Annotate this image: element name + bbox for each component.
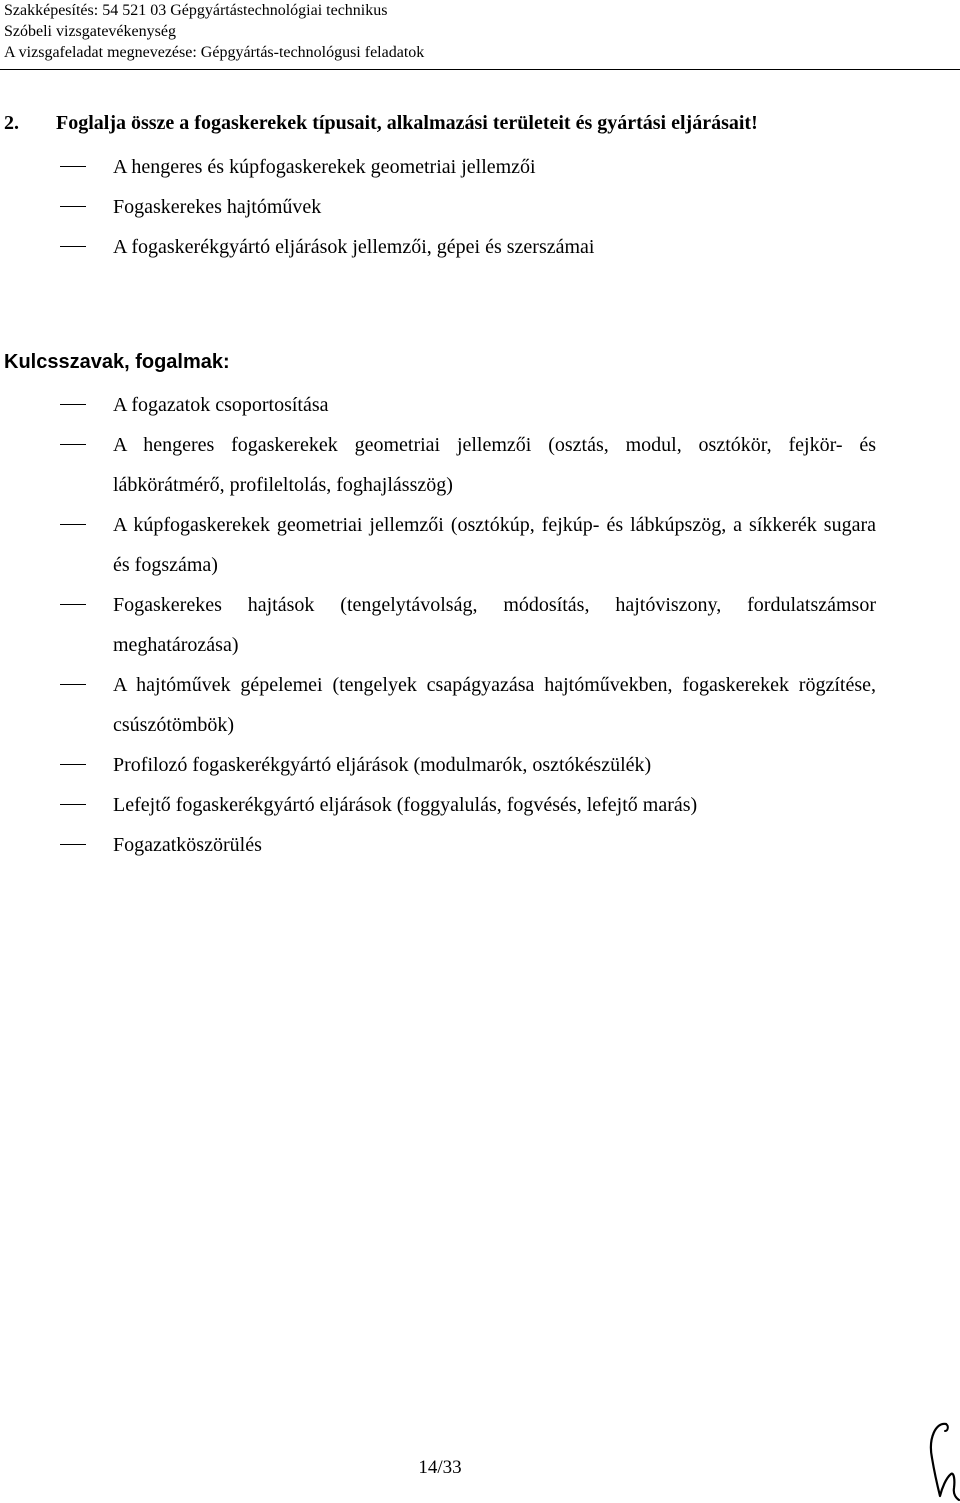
keyword-text: A hajtóművek gépelemei (tengelyek csapágyazása hajtóművekben, fogaskerekek rögzítése, csúszótömbök) bbox=[113, 674, 876, 736]
keyword-text: A kúpfogaskerekek geometriai jellemzői (osztókúp, fejkúp- és lábkúpszög, a síkkerék sugara és fogszáma) bbox=[113, 514, 876, 576]
dash-bullet bbox=[60, 444, 86, 445]
dash-bullet bbox=[60, 206, 86, 207]
header-divider bbox=[0, 69, 960, 70]
header-task-name: A vizsgafeladat megnevezése: Gépgyártás-technológusi feladatok bbox=[4, 44, 425, 61]
list-item bbox=[0, 785, 960, 825]
list-item bbox=[0, 825, 960, 865]
dash-bullet bbox=[60, 524, 86, 525]
keyword-text: Fogazatköszörülés bbox=[113, 834, 262, 856]
keyword-text: A fogazatok csoportosítása bbox=[113, 394, 329, 416]
keyword-list bbox=[0, 385, 960, 865]
header-exam-type: Szóbeli vizsgatevékenység bbox=[4, 23, 176, 40]
handwritten-signature bbox=[918, 1418, 960, 1503]
keywords-heading: Kulcsszavak, fogalmak: bbox=[4, 351, 230, 373]
keyword-text: Profilozó fogaskerékgyártó eljárások (modulmarók, osztókészülék) bbox=[113, 754, 652, 776]
list-item bbox=[0, 745, 960, 785]
dash-bullet bbox=[60, 404, 86, 405]
list-item bbox=[0, 187, 960, 227]
topic-text: Fogaskerekes hajtóművek bbox=[113, 196, 322, 218]
dash-bullet bbox=[60, 684, 86, 685]
dash-bullet bbox=[60, 166, 86, 167]
page-number: 14/33 bbox=[418, 1457, 462, 1478]
document-header bbox=[4, 0, 424, 63]
header-qualification: Szakképesítés: 54 521 03 Gépgyártástechnológiai technikus bbox=[4, 2, 388, 19]
list-item bbox=[0, 505, 960, 585]
task-number: 2. bbox=[4, 112, 19, 134]
list-item bbox=[0, 425, 960, 505]
keyword-text: Fogaskerekes hajtások (tengelytávolság, módosítás, hajtóviszony, fordulatszámsor meghatározása) bbox=[113, 594, 876, 656]
list-item bbox=[0, 665, 960, 745]
task-title: Foglalja össze a fogaskerekek típusait, alkalmazási területeit és gyártási eljárásait! bbox=[56, 112, 758, 134]
list-item bbox=[0, 147, 960, 187]
dash-bullet bbox=[60, 246, 86, 247]
dash-bullet bbox=[60, 764, 86, 765]
dash-bullet bbox=[60, 844, 86, 845]
list-item bbox=[0, 385, 960, 425]
keyword-text: Lefejtő fogaskerékgyártó eljárások (foggyalulás, fogvésés, lefejtő marás) bbox=[113, 794, 698, 816]
topic-text: A fogaskerékgyártó eljárások jellemzői, gépei és szerszámai bbox=[113, 236, 595, 258]
topic-list bbox=[0, 147, 960, 267]
dash-bullet bbox=[60, 804, 86, 805]
task-heading bbox=[4, 112, 758, 135]
dash-bullet bbox=[60, 604, 86, 605]
topic-text: A hengeres és kúpfogaskerekek geometriai jellemzői bbox=[113, 156, 536, 178]
list-item bbox=[0, 585, 960, 665]
list-item bbox=[0, 227, 960, 267]
keyword-text: A hengeres fogaskerekek geometriai jellemzői (osztás, modul, osztókör, fejkör- és lábkörátmérő, profileltolás, foghajlásszög) bbox=[113, 434, 876, 496]
